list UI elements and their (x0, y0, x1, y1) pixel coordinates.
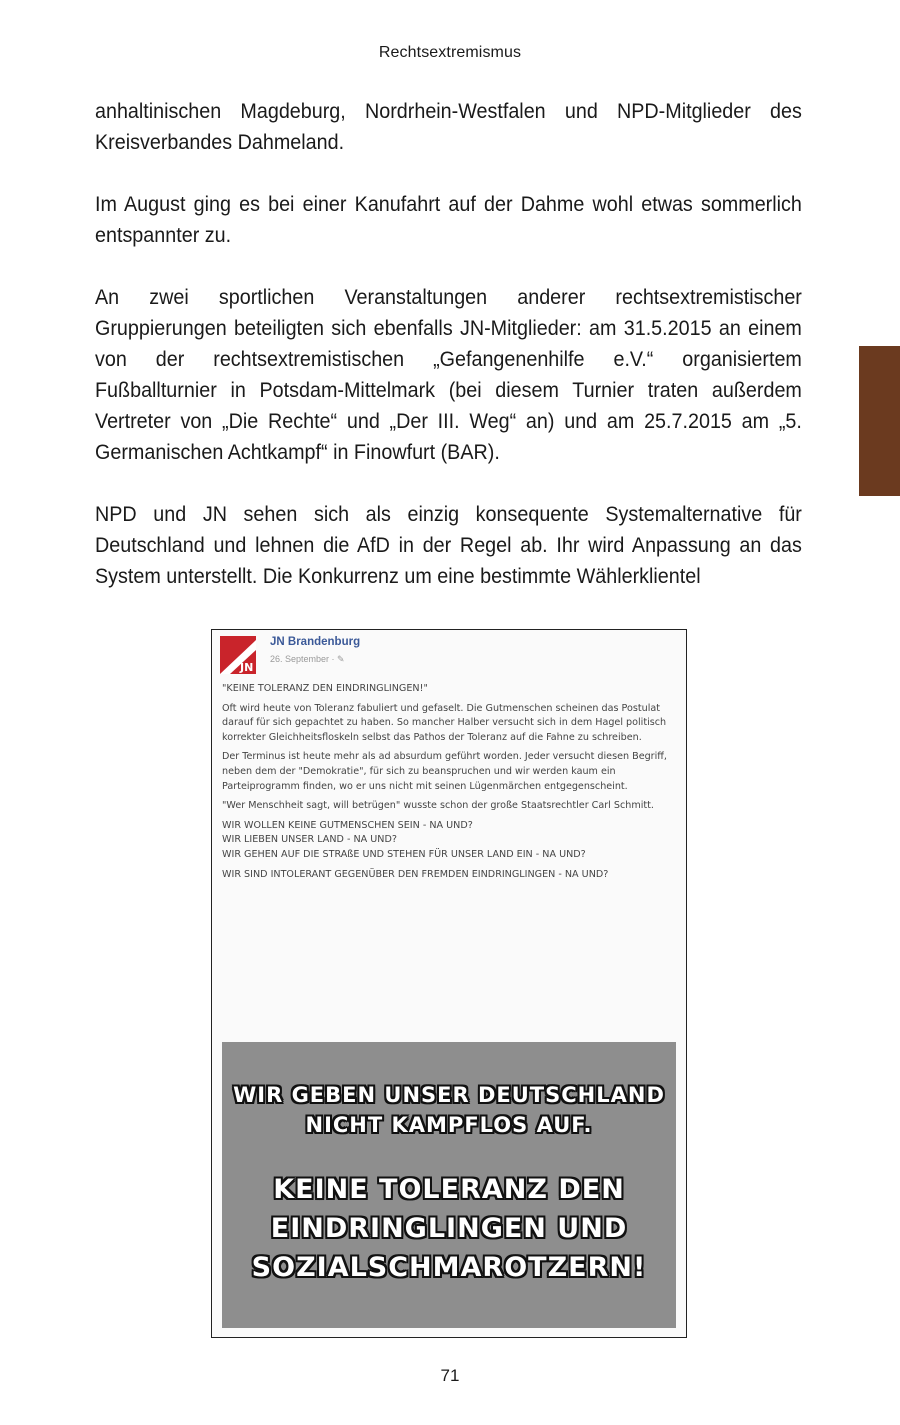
image-banner-text: WIR GEBEN UNSER DEUTSCHLAND NICHT KAMPFLOS AUF. (233, 1083, 665, 1137)
body-text (95, 96, 802, 623)
paragraph: An zwei sportlichen Veranstaltungen anderer rechtsextremistischer Gruppierungen beteiligten sich ebenfalls JN-Mitglieder: am 31.5.2015 an einem von der rechtsextremistischen „Gefangenenhilfe e.V.“ organisiertem Fußballturnier in Potsdam-Mittelmark (bei diesem Turnier traten außerdem Vertreter von „Die Rechte“ und „Der III. Weg“ an) und am 25.7.2015 am „5. Germanischen Achtkampf“ in Finowfurt (BAR). (95, 286, 802, 464)
page-number: 71 (440, 1366, 460, 1385)
facebook-post-screenshot (211, 629, 687, 1338)
running-header: Rechtsextremismus (378, 44, 522, 61)
post-text-block: Oft wird heute von Toleranz fabuliert und gefaselt. Die Gutmenschen scheinen das Postulat darauf für sich gepachtet zu haben. So mancher Halber versucht sich in dem Hagel politisch korrekter Gleichheitsfloskeln selbst das Pathos der Toleranz auf die Fahne zu schreiben. (222, 702, 667, 743)
post-headline: "KEINE TOLERANZ DEN EINDRINGLINGEN!" (222, 683, 428, 694)
logo-text: JN (240, 661, 254, 674)
thumb-index-tab (859, 346, 900, 496)
post-text-block: WIR SIND INTOLERANT GEGENÜBER DEN FREMDEN EINDRINGLINGEN - NA UND? (222, 868, 609, 880)
post-text-block: "Wer Menschheit sagt, will betrügen" wusste schon der große Staatsrechtler Carl Schmitt. (222, 800, 654, 812)
paragraph: NPD und JN sehen sich als einzig konsequente Systemalternative für Deutschland und lehnen die AfD in der Regel ab. Ihr wird Anpassung an das System unterstellt. Die Konkurrenz um eine bestimmte Wählerklientel (95, 503, 802, 588)
post-text-block: Der Terminus ist heute mehr als ad absurdum geführt worden. Jeder versucht diesen Begriff, neben dem der "Demokratie", für sich zu beanspruchen und wir werden kaum ein Parteiprogramm finden, wo er uns nicht mit seinen Lügenmärchen entgegenscheint. (222, 751, 667, 792)
paragraph: anhaltinischen Magdeburg, Nordrhein-Westfalen und NPD-Mitglieder des Kreisverbandes Dahmeland. (95, 100, 802, 154)
post-image (222, 1042, 676, 1328)
post-text (222, 682, 678, 887)
post-date: 26. September · ✎ (270, 654, 345, 664)
page-logo (220, 636, 256, 674)
post-header (220, 636, 680, 676)
page-name[interactable]: JN Brandenburg (270, 636, 361, 648)
image-banner-text: KEINE TOLERANZ DEN EINDRINGLINGEN UND SOZIALSCHMAROTZERN! (251, 1174, 647, 1283)
post-text-block: WIR WOLLEN KEINE GUTMENSCHEN SEIN - NA UND? WIR LIEBEN UNSER LAND - NA UND? WIR GEHEN AUF DIE STRAßE UND STEHEN FÜR UNSER LAND EIN - NA UND? (222, 819, 586, 860)
paragraph: Im August ging es bei einer Kanufahrt auf der Dahme wohl etwas sommerlich entspannter zu. (95, 193, 802, 247)
